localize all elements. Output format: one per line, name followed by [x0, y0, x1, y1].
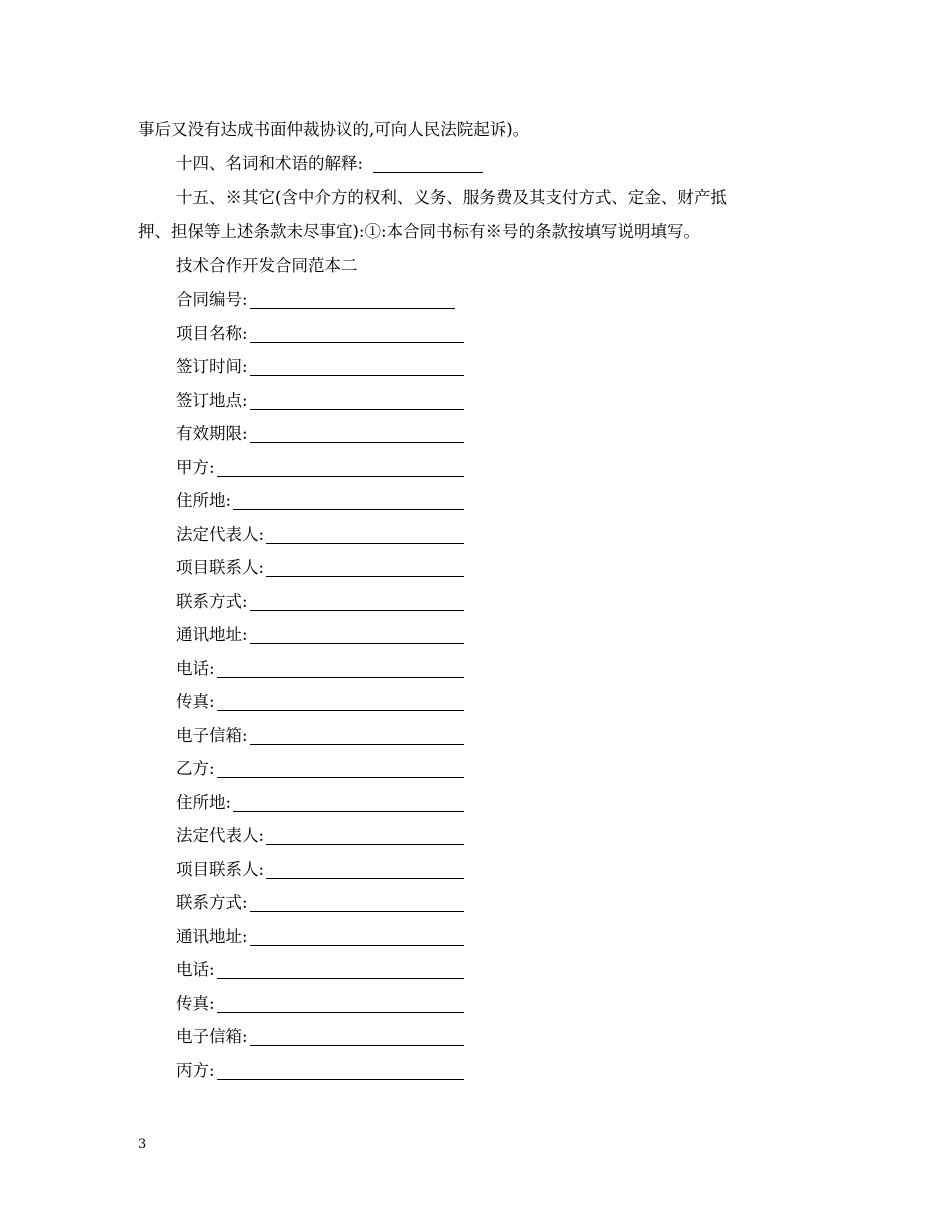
field-blank-line[interactable] [250, 911, 464, 912]
field-blank-line[interactable] [266, 878, 464, 879]
field-label: 项目名称: [176, 323, 248, 343]
field-row [176, 725, 248, 747]
field-row [176, 758, 215, 780]
field-label: 传真: [176, 993, 215, 1013]
section-14-blank [373, 172, 483, 173]
field-row [176, 490, 231, 512]
field-blank-line[interactable] [250, 442, 464, 443]
field-label: 法定代表人: [176, 826, 265, 845]
field-blank-line[interactable] [217, 1012, 464, 1013]
field-label: 法定代表人: [176, 524, 265, 544]
field-row [176, 892, 248, 914]
section-14 [176, 153, 483, 175]
field-row [176, 356, 248, 378]
field-row [176, 524, 264, 546]
field-blank-line[interactable] [217, 710, 464, 711]
field-row [176, 1026, 248, 1048]
field-row [176, 423, 248, 445]
field-label: 住所地: [176, 491, 232, 510]
field-blank-line[interactable] [233, 811, 464, 812]
field-label: 通讯地址: [176, 926, 248, 946]
section-14-text: 十四、名词和术语的解释: [176, 154, 364, 173]
field-label: 电子信箱: [176, 1027, 248, 1046]
field-row [176, 959, 215, 981]
field-row [176, 926, 248, 948]
field-blank-line[interactable] [217, 777, 464, 778]
field-label: 联系方式: [176, 893, 248, 912]
field-label: 丙方: [176, 1060, 215, 1080]
field-blank-line[interactable] [250, 1045, 464, 1046]
field-label: 通讯地址: [176, 625, 248, 644]
contract-heading: 技术合作开发合同范本二 [176, 256, 358, 275]
field-blank-line[interactable] [217, 1079, 464, 1080]
field-row [176, 624, 248, 646]
field-row [176, 993, 215, 1015]
section-15-line-1: 十五、※其它(含中介方的权利、义务、服务费及其支付方式、定金、财产抵 [176, 188, 727, 207]
field-label: 合同编号: [176, 290, 248, 309]
field-row [176, 289, 248, 311]
field-label: 签订时间: [176, 357, 248, 376]
field-label: 乙方: [176, 759, 215, 778]
field-row [176, 825, 264, 847]
field-label: 住所地: [176, 792, 232, 812]
field-blank-line[interactable] [250, 409, 464, 410]
field-blank-line[interactable] [217, 476, 464, 477]
field-row [176, 457, 215, 479]
field-label: 有效期限: [176, 424, 248, 443]
field-label: 甲方: [176, 457, 215, 477]
field-blank-line[interactable] [250, 643, 464, 644]
field-label: 联系方式: [176, 591, 248, 611]
paragraph-end-text: 事后又没有达成书面仲裁协议的,可向人民法院起诉)。 [138, 120, 530, 139]
field-row [176, 691, 215, 713]
field-blank-line[interactable] [266, 844, 464, 845]
page-number: 3 [138, 1137, 147, 1152]
field-label: 电话: [176, 658, 215, 678]
field-row [176, 591, 248, 613]
field-blank-line[interactable] [250, 342, 464, 343]
field-blank-line[interactable] [250, 610, 464, 611]
field-label: 电话: [176, 960, 215, 979]
section-15-line-2: 押、担保等上述条款未尽事宜):①:本合同书标有※号的条款按填写说明填写。 [138, 222, 701, 241]
field-label: 签订地点: [176, 390, 248, 410]
field-label: 传真: [176, 692, 215, 711]
field-label: 电子信箱: [176, 725, 248, 745]
field-blank-line[interactable] [266, 543, 464, 544]
field-blank-line[interactable] [250, 945, 464, 946]
field-row [176, 390, 248, 412]
field-blank-line[interactable] [217, 978, 464, 979]
field-blank-line[interactable] [250, 308, 455, 309]
field-row [176, 792, 231, 814]
field-row [176, 658, 215, 680]
field-row [176, 557, 264, 579]
field-label: 项目联系人: [176, 859, 265, 879]
field-blank-line[interactable] [250, 744, 464, 745]
field-row [176, 1060, 215, 1082]
field-blank-line[interactable] [250, 375, 464, 376]
field-blank-line[interactable] [233, 509, 464, 510]
field-blank-line[interactable] [266, 576, 464, 577]
field-row [176, 859, 264, 881]
field-blank-line[interactable] [217, 677, 464, 678]
field-row [176, 323, 248, 345]
field-label: 项目联系人: [176, 558, 265, 577]
